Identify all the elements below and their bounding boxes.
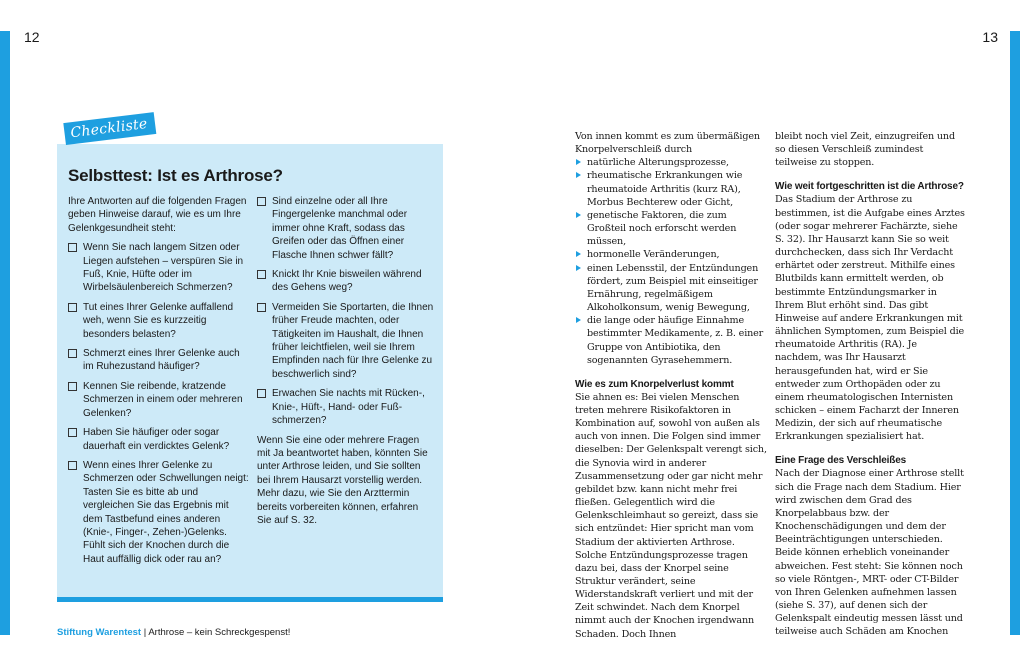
bullet-item: hormonelle Veränderungen, <box>575 248 768 261</box>
checklist-item-text: Wenn Sie nach langem Sitzen oder Liegen aufstehen – verspüren Sie in Fuß, Knie, Hüfte oder im Wirbelsäulenbereich Schmerzen? <box>83 242 244 294</box>
page-number-left: 12 <box>24 29 40 45</box>
checklist-item-text: Kennen Sie reibende, kratzende Schmerzen in einem oder mehreren Gelenken? <box>83 380 243 419</box>
checklist-item-text: Vermeiden Sie Sportarten, die Ihnen früher Freude machten, oder Tätigkeiten im Haushalt, die Ihnen früher leichtfielen, weil sie Ihrem Empfinden nach für Ihre Gelenke zu beschwerlich sind? <box>272 301 434 380</box>
checklist-item-text: Tut eines Ihrer Gelenke auffallend weh, wenn Sie es kurzzeitig besonders belasten? <box>83 301 234 340</box>
right-edge-bar <box>1010 31 1020 635</box>
bullet-item: die lange oder häufige Einnahme bestimmter Medikamente, z. B. einer Gruppe von Antibiotika, den sogenannten Gyrasehemmern. <box>575 314 768 367</box>
footer-separator: | <box>141 627 149 638</box>
checkbox-icon[interactable] <box>68 303 77 312</box>
checklist-tag: Checkliste <box>63 112 156 145</box>
column2-body-2: Nach der Diagnose einer Arthrose stellt sich die Frage nach dem Stadium. Hier wird zwischen dem Grad des Knorpelabbaus bzw. der Knochenschädigungen und dem der Beeinträchtigungen unterschieden. Beide können erheblich voneinander abweichen. Fest steht: Sie können noch so viele Röntgen-, MRT- oder CT-Bilder von Ihren Gelenken aufnehmen lassen (siehe S. 37), auf denen sich der Gelenkspalt eindeutig messen lässt und teilweise auch Schäden am Knochen <box>775 468 964 638</box>
column2-body-1: Das Stadium der Arthrose zu bestimmen, ist die Aufgabe eines Arztes (oder sogar mehrerer Fachärzte, siehe S. 32). Ihr Hausarzt kann Sie so weit durchchecken, dass sich Ihr Verdacht erhärtet oder zerstreut. Mithilfe eines Blutbilds kann ermittelt werden, ob bestimmte Entzündungsmarker in Ihrem Blut erhöht sind. Das gibt Hinweise auf andere Erkrankungen mit ähnlichen Symptomen, zum Beispiel die rheumatoide Arthritis (RA). Je nachdem, was Ihr Hausarzt herausgefunden hat, wird er Sie entweder zum Orthopäden oder zu einem rheumatologischen Internisten schicken – einem Facharzt der Inneren Medizin, der sich auf rheumatische Erkrankungen spezialisiert hat. <box>775 194 965 443</box>
checklist-item <box>68 426 250 453</box>
checklist-item <box>68 241 250 295</box>
bullet-item: genetische Faktoren, die zum Großteil noch erforscht werden müssen, <box>575 209 768 248</box>
bullet-item: natürliche Alterungsprozesse, <box>575 156 768 169</box>
bullet-arrow-icon <box>576 172 581 178</box>
checkbox-icon[interactable] <box>257 303 266 312</box>
checkbox-icon[interactable] <box>257 270 266 279</box>
bullet-arrow-icon <box>576 265 581 271</box>
column1-body: Sie ahnen es: Bei vielen Menschen treten mehrere Risikofaktoren in Kombination auf, sowohl von außen als auch von innen. Die Folgen sind immer dieselben: Der Gelenkspalt verengt sich, die Synovia wird in anderer Zusammensetzung oder gar nicht mehr gebildet bzw. kann nicht mehr frei fließen. Gelegentlich wird die Gelenkschleimhaut so gereizt, dass sie sich entzündet: Hier spricht man vom Stadium der aktivierten Arthrose. Solche Entzündungsprozesse tragen dazu bei, dass der Knorpel seine Struktur verändert, seine Widerstandskraft verliert und mit der Zeit schwindet. Nach dem Knorpel nimmt auch der Knochen irgendwann Schaden. Doch Ihnen <box>575 391 767 640</box>
checklist-item-text: Erwachen Sie nachts mit Rücken-, Knie-, Hüft-, Hand- oder Fuß-schmerzen? <box>272 388 425 427</box>
checkbox-icon[interactable] <box>257 389 266 398</box>
column2-intro: bleibt noch viel Zeit, einzugreifen und so diesen Verschleiß zumindest teilweise zu stoppen. <box>775 131 955 169</box>
checklist-box-bottom-bar <box>57 597 443 602</box>
section-heading: Wie es zum Knorpelverlust kommt <box>575 378 734 390</box>
checklist-item-text: Sind einzelne oder all Ihre Fingergelenke manchmal oder immer ohne Kraft, sodass das Greifen oder das Öffnen einer Flasche Ihnen schwer fällt? <box>272 196 408 261</box>
bullet-arrow-icon <box>576 212 581 218</box>
page-number-right: 13 <box>982 29 998 45</box>
page-footer <box>57 627 290 638</box>
checklist-intro: Ihre Antworten auf die folgenden Fragen geben Hinweise darauf, wie es um Ihre Gelenkgesundheit steht: <box>68 196 247 234</box>
bullet-arrow-icon <box>576 317 581 323</box>
checklist-title: Selbsttest: Ist es Arthrose? <box>68 166 283 185</box>
checklist-item <box>257 387 435 427</box>
left-edge-bar <box>0 31 10 635</box>
bullet-arrow-icon <box>576 159 581 165</box>
checklist-item-text: Haben Sie häufiger oder sogar dauerhaft ein verdicktes Gelenk? <box>83 427 230 452</box>
checkbox-icon[interactable] <box>257 197 266 206</box>
checkbox-icon[interactable] <box>68 243 77 252</box>
checklist-closing: Wenn Sie eine oder mehrere Fragen mit Ja beantwortet haben, könnten Sie unter Arthrose leiden, und Sie sollten bei Ihrem Hausarzt vorstellig werden. Mehr dazu, wie Sie den Arzttermin bereits vorbereiten können, erfahren Sie auf S. 32. <box>257 434 428 526</box>
checklist-item-text: Wenn eines Ihrer Gelenke zu Schmerzen oder Schwellungen neigt: Tasten Sie es bitte ab und vergleichen Sie das Ergebnis mit dem Tastbefund eines anderen (Knie-, Finger-, Zehen-)Gelenks. Fühlt sich der Knochen durch die Haut auffällig dick oder rau an? <box>83 459 249 565</box>
checklist-item <box>257 301 435 381</box>
checklist-item <box>68 347 250 374</box>
footer-title: Arthrose – kein Schreckgespenst! <box>148 627 291 638</box>
bullet-item: einen Lebensstil, der Entzündungen fördert, zum Beispiel mit einseitiger Ernährung, regelmäßigem Alkoholkonsum, wenig Bewegung, <box>575 262 768 315</box>
checklist-item <box>68 380 250 420</box>
column1-intro: Von innen kommt es zum übermäßigen Knorpelverschleiß durch <box>575 131 760 156</box>
checklist-item <box>257 195 435 262</box>
checklist-item-text: Knickt Ihr Knie bisweilen während des Gehens weg? <box>272 269 422 294</box>
checkbox-icon[interactable] <box>68 349 77 358</box>
checklist-column-right <box>257 195 435 533</box>
checkbox-icon[interactable] <box>68 382 77 391</box>
text-column-2 <box>775 130 965 638</box>
checklist-item <box>68 459 250 566</box>
checklist-column-left <box>68 195 250 572</box>
bullet-item: rheumatische Erkrankungen wie rheumatoide Arthritis (kurz RA), Morbus Bechterew oder Gicht, <box>575 169 768 208</box>
bullet-arrow-icon <box>576 251 581 257</box>
section-heading: Eine Frage des Verschleißes <box>775 455 907 467</box>
footer-brand: Stiftung Warentest <box>57 627 142 638</box>
section-heading: Wie weit fortgeschritten ist die Arthrose? <box>775 181 964 193</box>
text-column-1 <box>575 130 768 641</box>
checklist-item-text: Schmerzt eines Ihrer Gelenke auch im Ruhezustand häufiger? <box>83 348 240 373</box>
checklist-item <box>257 268 435 295</box>
checklist-item <box>68 301 250 341</box>
checkbox-icon[interactable] <box>68 461 77 470</box>
checkbox-icon[interactable] <box>68 428 77 437</box>
